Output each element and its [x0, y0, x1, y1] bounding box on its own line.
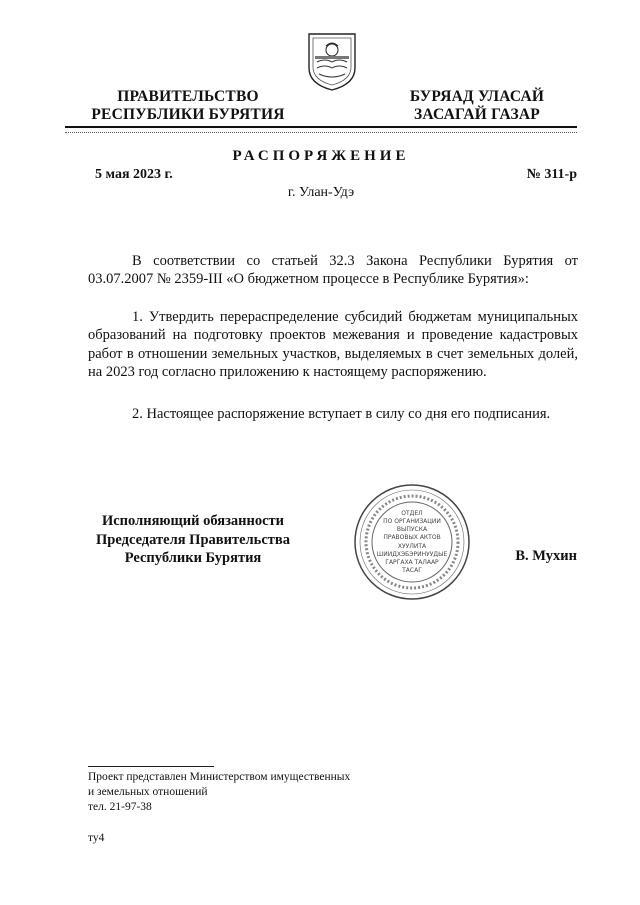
signatory-title-line1: Исполняющий обязанности — [101, 513, 285, 529]
coat-of-arms-emblem — [305, 28, 359, 92]
document-number: № 311-р — [526, 167, 577, 182]
document-code: ту4 — [88, 832, 105, 844]
footer-line1: Проект представлен Министерством имущественных — [88, 771, 351, 783]
official-seal — [352, 482, 472, 602]
document-date: 5 мая 2023 г. — [95, 167, 173, 182]
document-city: г. Улан-Удэ — [287, 185, 355, 200]
item-2-paragraph: 2. Настоящее распоряжение вступает в силу со дня его подписания. — [132, 406, 551, 422]
seal-line-6: ШИИДХЭБЭРИНУУДЫЕ — [376, 551, 448, 558]
header-right-bur — [382, 88, 572, 124]
seal-line-5: ХУУЛИТА — [397, 543, 427, 550]
seal-line-1: ОТДЕЛ — [401, 510, 423, 517]
header-left-ru — [88, 88, 288, 124]
seal-line-4: ПРАВОВЫХ АКТОВ — [383, 534, 441, 541]
seal-line-7: ГАРГАХА ТАЛААР — [385, 559, 439, 566]
signatory-title-line3: Республики Бурятия — [124, 550, 262, 566]
footer-line2: и земельных отношений — [88, 786, 208, 798]
seal-line-8: ТАСАГ — [402, 567, 422, 574]
document-title: РАСПОРЯЖЕНИЕ — [232, 148, 410, 164]
footnote-divider — [88, 766, 214, 767]
intro-paragraph: В соответствии со статьей 32.3 Закона Республики Бурятия от 03.07.2007 № 2359-III «О бюджетном процессе в Республике Бурятия»: — [88, 253, 578, 288]
header-right-line2: ЗАСАГАЙ ГАЗАР — [414, 106, 540, 123]
header-divider — [65, 126, 577, 128]
seal-line-3: ВЫПУСКА — [396, 526, 428, 533]
signatory-name: В. Мухин — [515, 548, 577, 564]
header-right-line1: БУРЯАД УЛАСАЙ — [409, 88, 545, 105]
footer-phone: тел. 21-97-38 — [88, 801, 152, 813]
signatory-title-line2: Председателя Правительства — [96, 531, 290, 548]
item-1-paragraph: 1. Утвердить перераспределение субсидий бюджетам муниципальных образований на подготовку проектов межевания и проведение кадастровых работ в отношении земельных участков, выделяемых в счет земельных долей, на 2023 год согласно приложению к настоящему распоряжению. — [88, 309, 578, 381]
signatory-title — [80, 512, 306, 568]
header-dotted-divider — [65, 132, 577, 133]
seal-line-2: ПО ОРГАНИЗАЦИИ — [383, 518, 441, 525]
header-left-line1: ПРАВИТЕЛЬСТВО — [117, 88, 259, 105]
footer-note — [88, 770, 408, 815]
header-left-line2: РЕСПУБЛИКИ БУРЯТИЯ — [91, 106, 285, 123]
